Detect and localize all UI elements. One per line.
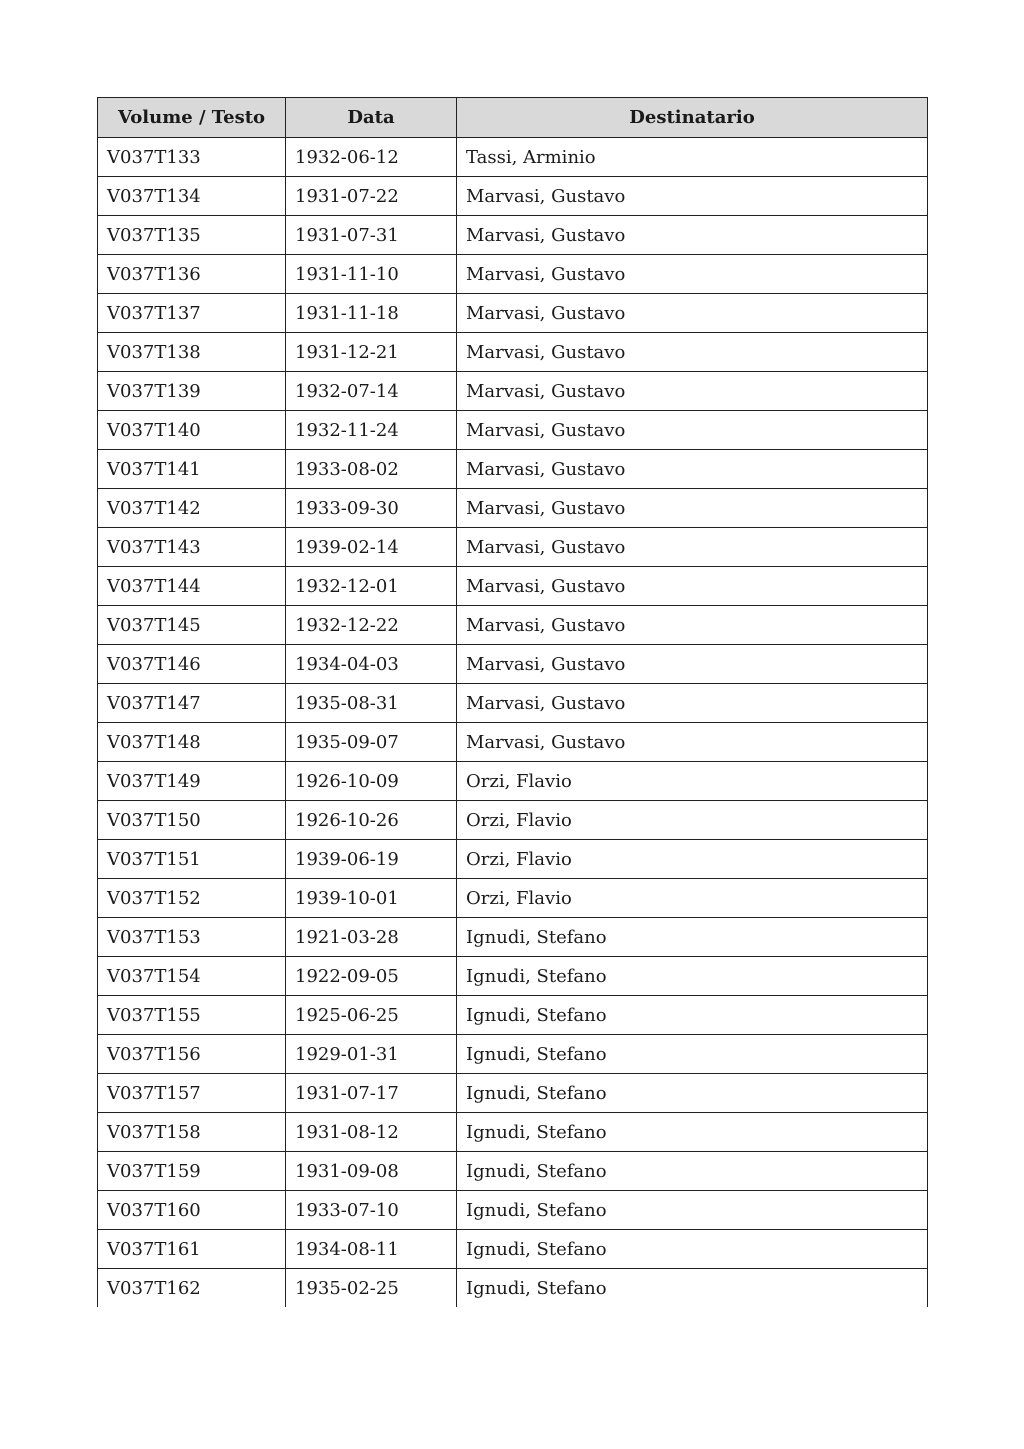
- cell-destinatario: Marvasi, Gustavo: [457, 645, 928, 684]
- table-row: [98, 333, 928, 372]
- table-row: [98, 567, 928, 606]
- cell-data: 1939-10-01: [286, 879, 457, 918]
- cell-data: 1935-09-07: [286, 723, 457, 762]
- table-row: [98, 1035, 928, 1074]
- cell-destinatario: Marvasi, Gustavo: [457, 411, 928, 450]
- cell-volume-testo: V037T137: [98, 294, 286, 333]
- header-data: Data: [286, 98, 457, 138]
- cell-volume-testo: V037T151: [98, 840, 286, 879]
- cell-data: 1926-10-26: [286, 801, 457, 840]
- table-row: [98, 957, 928, 996]
- cell-data: 1932-12-22: [286, 606, 457, 645]
- cell-volume-testo: V037T140: [98, 411, 286, 450]
- cell-volume-testo: V037T156: [98, 1035, 286, 1074]
- cell-volume-testo: V037T158: [98, 1113, 286, 1152]
- cell-volume-testo: V037T162: [98, 1269, 286, 1308]
- cell-volume-testo: V037T157: [98, 1074, 286, 1113]
- cell-destinatario: Ignudi, Stefano: [457, 1152, 928, 1191]
- cell-data: 1925-06-25: [286, 996, 457, 1035]
- letters-table: [97, 97, 928, 1307]
- cell-volume-testo: V037T145: [98, 606, 286, 645]
- cell-volume-testo: V037T143: [98, 528, 286, 567]
- cell-destinatario: Marvasi, Gustavo: [457, 372, 928, 411]
- cell-data: 1926-10-09: [286, 762, 457, 801]
- cell-data: 1935-08-31: [286, 684, 457, 723]
- cell-destinatario: Ignudi, Stefano: [457, 996, 928, 1035]
- cell-volume-testo: V037T148: [98, 723, 286, 762]
- cell-data: 1931-11-10: [286, 255, 457, 294]
- cell-destinatario: Marvasi, Gustavo: [457, 723, 928, 762]
- cell-destinatario: Orzi, Flavio: [457, 840, 928, 879]
- cell-data: 1933-07-10: [286, 1191, 457, 1230]
- table-row: [98, 1152, 928, 1191]
- table-row: [98, 801, 928, 840]
- cell-data: 1934-08-11: [286, 1230, 457, 1269]
- cell-destinatario: Orzi, Flavio: [457, 762, 928, 801]
- cell-volume-testo: V037T138: [98, 333, 286, 372]
- table-row: [98, 138, 928, 177]
- cell-destinatario: Orzi, Flavio: [457, 879, 928, 918]
- cell-data: 1932-06-12: [286, 138, 457, 177]
- cell-data: 1939-02-14: [286, 528, 457, 567]
- cell-destinatario: Marvasi, Gustavo: [457, 606, 928, 645]
- header-volume-testo: Volume / Testo: [98, 98, 286, 138]
- cell-data: 1939-06-19: [286, 840, 457, 879]
- cell-data: 1922-09-05: [286, 957, 457, 996]
- table-row: [98, 528, 928, 567]
- cell-data: 1932-11-24: [286, 411, 457, 450]
- cell-destinatario: Marvasi, Gustavo: [457, 528, 928, 567]
- cell-data: 1931-12-21: [286, 333, 457, 372]
- cell-data: 1931-09-08: [286, 1152, 457, 1191]
- cell-destinatario: Ignudi, Stefano: [457, 1035, 928, 1074]
- table-row: [98, 255, 928, 294]
- cell-volume-testo: V037T150: [98, 801, 286, 840]
- cell-destinatario: Marvasi, Gustavo: [457, 333, 928, 372]
- cell-volume-testo: V037T152: [98, 879, 286, 918]
- cell-data: 1929-01-31: [286, 1035, 457, 1074]
- cell-destinatario: Ignudi, Stefano: [457, 1230, 928, 1269]
- table-row: [98, 177, 928, 216]
- cell-data: 1931-08-12: [286, 1113, 457, 1152]
- table-row: [98, 216, 928, 255]
- table-row: [98, 1113, 928, 1152]
- cell-destinatario: Marvasi, Gustavo: [457, 294, 928, 333]
- document-page: [97, 97, 927, 1307]
- table-row: [98, 840, 928, 879]
- table-row: [98, 294, 928, 333]
- cell-destinatario: Marvasi, Gustavo: [457, 684, 928, 723]
- cell-volume-testo: V037T153: [98, 918, 286, 957]
- cell-volume-testo: V037T149: [98, 762, 286, 801]
- table-row: [98, 996, 928, 1035]
- cell-destinatario: Orzi, Flavio: [457, 801, 928, 840]
- cell-destinatario: Ignudi, Stefano: [457, 1113, 928, 1152]
- table-row: [98, 450, 928, 489]
- cell-destinatario: Tassi, Arminio: [457, 138, 928, 177]
- cell-destinatario: Ignudi, Stefano: [457, 957, 928, 996]
- table-row: [98, 879, 928, 918]
- table-row: [98, 684, 928, 723]
- cell-volume-testo: V037T142: [98, 489, 286, 528]
- cell-destinatario: Ignudi, Stefano: [457, 1191, 928, 1230]
- cell-volume-testo: V037T141: [98, 450, 286, 489]
- cell-data: 1932-12-01: [286, 567, 457, 606]
- cell-destinatario: Marvasi, Gustavo: [457, 567, 928, 606]
- cell-volume-testo: V037T135: [98, 216, 286, 255]
- cell-data: 1933-09-30: [286, 489, 457, 528]
- table-row: [98, 1230, 928, 1269]
- cell-data: 1933-08-02: [286, 450, 457, 489]
- cell-volume-testo: V037T154: [98, 957, 286, 996]
- cell-data: 1935-02-25: [286, 1269, 457, 1308]
- cell-destinatario: Marvasi, Gustavo: [457, 177, 928, 216]
- cell-volume-testo: V037T155: [98, 996, 286, 1035]
- cell-destinatario: Marvasi, Gustavo: [457, 255, 928, 294]
- cell-volume-testo: V037T160: [98, 1191, 286, 1230]
- cell-destinatario: Marvasi, Gustavo: [457, 216, 928, 255]
- header-destinatario: Destinatario: [457, 98, 928, 138]
- table-header-row: [98, 98, 928, 138]
- cell-volume-testo: V037T139: [98, 372, 286, 411]
- table-row: [98, 489, 928, 528]
- cell-destinatario: Ignudi, Stefano: [457, 1074, 928, 1113]
- cell-volume-testo: V037T134: [98, 177, 286, 216]
- cell-data: 1921-03-28: [286, 918, 457, 957]
- cell-volume-testo: V037T159: [98, 1152, 286, 1191]
- cell-destinatario: Ignudi, Stefano: [457, 1269, 928, 1308]
- table-row: [98, 372, 928, 411]
- table-row: [98, 723, 928, 762]
- cell-data: 1934-04-03: [286, 645, 457, 684]
- table-row: [98, 645, 928, 684]
- cell-data: 1931-07-17: [286, 1074, 457, 1113]
- cell-volume-testo: V037T133: [98, 138, 286, 177]
- cell-volume-testo: V037T161: [98, 1230, 286, 1269]
- table-body: [98, 138, 928, 1308]
- cell-data: 1931-07-31: [286, 216, 457, 255]
- table-row: [98, 411, 928, 450]
- cell-volume-testo: V037T136: [98, 255, 286, 294]
- cell-data: 1931-07-22: [286, 177, 457, 216]
- cell-volume-testo: V037T144: [98, 567, 286, 606]
- table-row: [98, 762, 928, 801]
- table-row: [98, 1191, 928, 1230]
- table-row: [98, 918, 928, 957]
- cell-data: 1931-11-18: [286, 294, 457, 333]
- cell-volume-testo: V037T147: [98, 684, 286, 723]
- cell-volume-testo: V037T146: [98, 645, 286, 684]
- table-row: [98, 606, 928, 645]
- cell-destinatario: Marvasi, Gustavo: [457, 489, 928, 528]
- cell-destinatario: Ignudi, Stefano: [457, 918, 928, 957]
- cell-data: 1932-07-14: [286, 372, 457, 411]
- table-row: [98, 1074, 928, 1113]
- table-row: [98, 1269, 928, 1308]
- cell-destinatario: Marvasi, Gustavo: [457, 450, 928, 489]
